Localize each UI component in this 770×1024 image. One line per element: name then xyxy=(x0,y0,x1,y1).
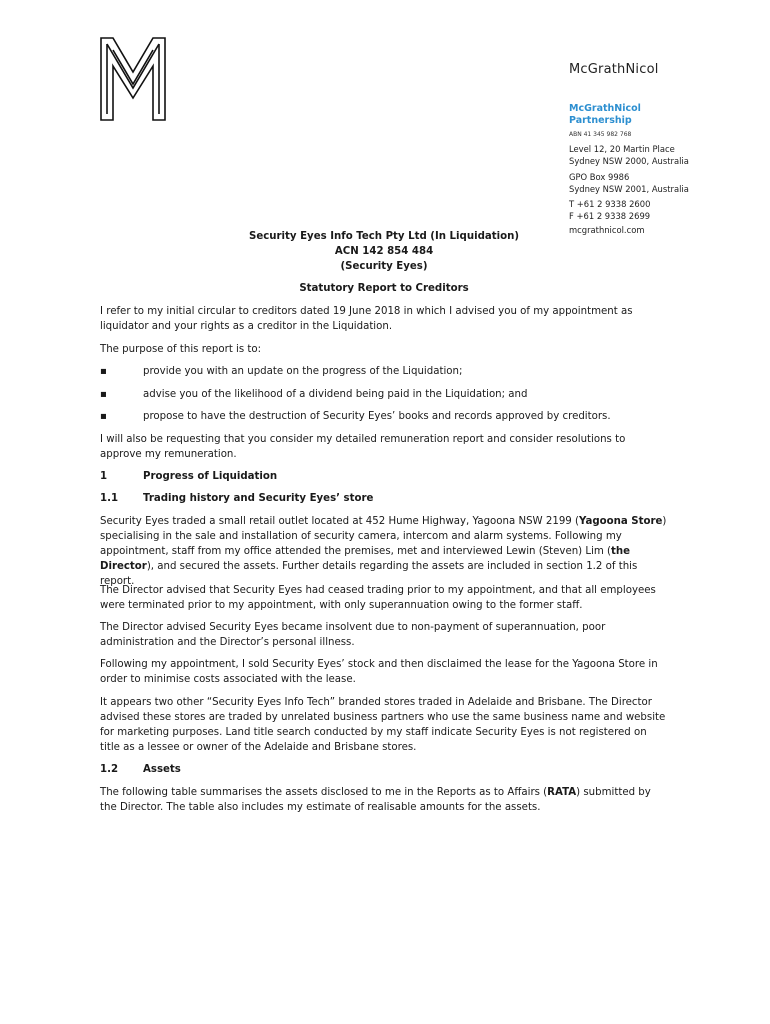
section-title: Progress of Liquidation xyxy=(143,471,278,482)
address-line: Sydney NSW 2001, Australia xyxy=(569,183,689,194)
subsection-number: 1.2 xyxy=(100,764,119,775)
section-number: 1 xyxy=(100,471,108,482)
list-item-text: advise you of the likelihood of a dividend being paid in the Liquidation; and xyxy=(143,389,528,400)
subsection-title: Trading history and Security Eyes’ store xyxy=(143,493,374,504)
bullet-icon: ▪ xyxy=(100,389,107,400)
report-heading: Statutory Report to Creditors xyxy=(299,283,469,294)
bullet-icon: ▪ xyxy=(100,366,107,377)
trading-paragraph: Security Eyes traded a small retail outlet located at 452 Hume Highway, Yagoona NSW 2199 (Yagoona Store) specialising in the sale and installation of security camera, intercom and alarm systems. Following my appointment, staff from my office attended the premises, met and interviewed Lewin (Steven) Lim (the Director), and secured the assets. Further details regarding the assets are included in section 1.2 of this report. xyxy=(100,516,667,587)
mcgrathnicol-m-logo-icon xyxy=(99,36,167,122)
defined-term: RATA xyxy=(547,787,577,798)
firm-name-line2: Partnership xyxy=(569,115,632,126)
address-line: GPO Box 9986 xyxy=(569,171,630,182)
website-link[interactable]: mcgrathnicol.com xyxy=(569,225,645,235)
purpose-paragraph: The purpose of this report is to: xyxy=(100,344,262,355)
remuneration-paragraph: I will also be requesting that you consider my detailed remuneration report and consider resolutions to approve my remuneration. xyxy=(100,434,626,460)
acn: ACN 142 854 484 xyxy=(334,246,434,257)
subsection-number: 1.1 xyxy=(100,493,119,504)
abn: ABN 41 345 982 768 xyxy=(569,131,632,138)
brand-name: McGrathNicol xyxy=(569,62,659,77)
firm-address xyxy=(569,143,689,223)
company-name: Security Eyes Info Tech Pty Ltd (In Liquidation) xyxy=(248,231,520,242)
short-name: (Security Eyes) xyxy=(340,261,428,272)
stock-sale-paragraph: Following my appointment, I sold Security Eyes’ stock and then disclaimed the lease for the Yagoona Store in order to minimise costs associated with the lease. xyxy=(100,659,658,685)
address-line: Sydney NSW 2000, Australia xyxy=(569,156,689,167)
fax: F +61 2 9338 2699 xyxy=(569,211,651,222)
phone: T +61 2 9338 2600 xyxy=(569,199,651,210)
firm-name-line1: McGrathNicol xyxy=(569,103,641,114)
address-line: Level 12, 20 Martin Place xyxy=(569,144,675,154)
report-title-block xyxy=(100,229,668,274)
list-item-text: propose to have the destruction of Security Eyes’ books and records approved by creditors. xyxy=(143,411,611,422)
firm-name xyxy=(569,103,641,127)
defined-term: the Director xyxy=(100,546,631,572)
subsection-title: Assets xyxy=(143,764,181,775)
list-item-text: provide you with an update on the progress of the Liquidation; xyxy=(143,366,463,377)
defined-term: Yagoona Store xyxy=(579,516,663,527)
intro-paragraph: I refer to my initial circular to creditors dated 19 June 2018 in which I advised you of my appointment as liquidator and your rights as a creditor in the Liquidation. xyxy=(100,306,633,332)
insolvency-paragraph: The Director advised Security Eyes became insolvent due to non-payment of superannuation, poor administration and the Director’s personal illness. xyxy=(100,622,606,648)
bullet-icon: ▪ xyxy=(100,411,107,422)
ceased-trading-paragraph: The Director advised that Security Eyes had ceased trading prior to my appointment, and that all employees were terminated prior to my appointment, with only superannuation owing to the former staff. xyxy=(100,585,656,611)
assets-paragraph: The following table summarises the assets disclosed to me in the Reports as to Affairs (RATA) submitted by the Director. The table also includes my estimate of realisable amounts for the assets. xyxy=(100,787,651,813)
other-stores-paragraph: It appears two other “Security Eyes Info Tech” branded stores traded in Adelaide and Brisbane. The Director advised these stores are traded by unrelated business partners who use the same business name and website for marketing purposes. Land title search conducted by my staff indicate Security Eyes is not registered on title as a lessee or owner of the Adelaide and Brisbane stores. xyxy=(100,697,666,753)
